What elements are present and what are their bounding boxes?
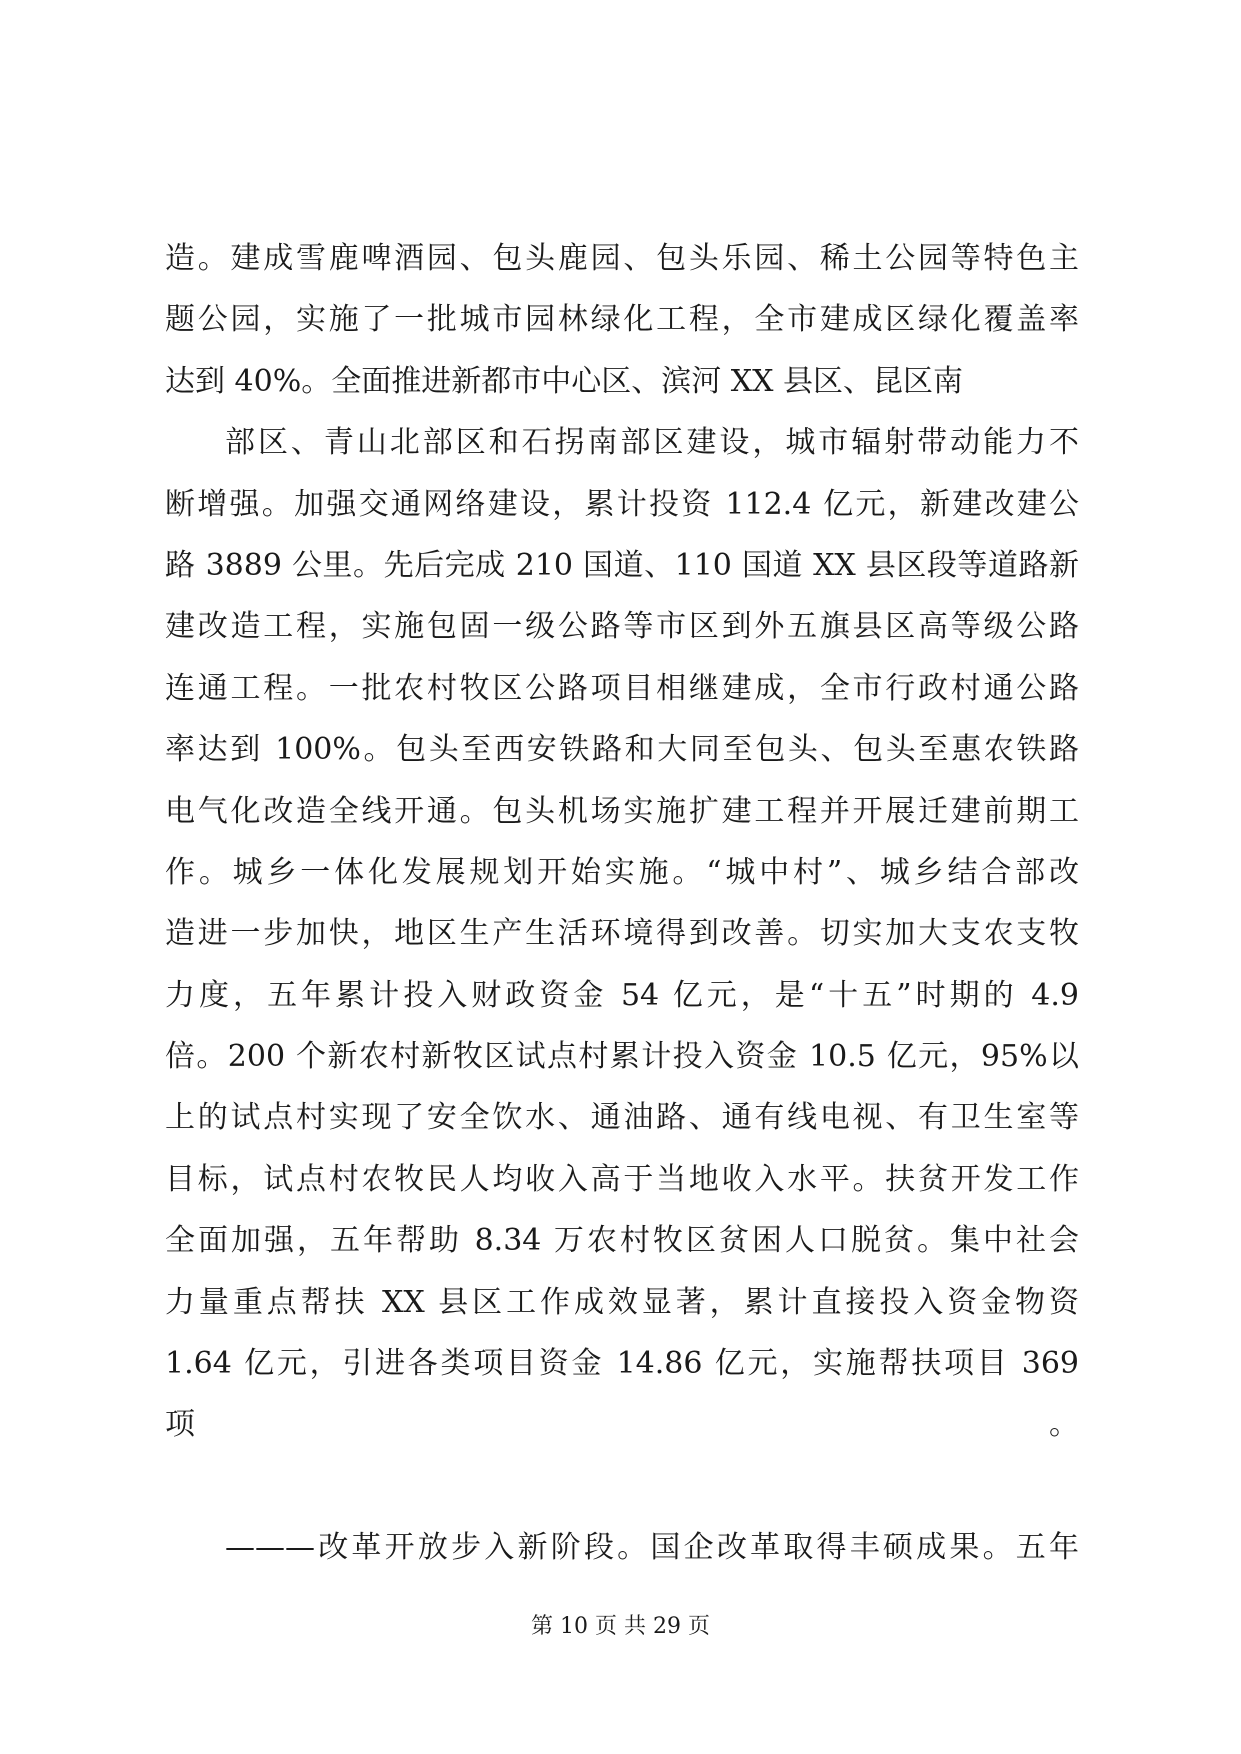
text-line: 作。城乡一体化发展规划开始实施。“城中村”、城乡结合部改 bbox=[165, 854, 1079, 890]
text-line: 力量重点帮扶 XX 县区工作成效显著，累计直接投入资金物资 bbox=[165, 1284, 1079, 1320]
page-number-footer: 第 10 页 共 29 页 bbox=[531, 1614, 710, 1639]
text-line: 倍。200 个新农村新牧区试点村累计投入资金 10.5 亿元，95%以 bbox=[165, 1039, 1079, 1075]
text-line: 1.64 亿元，引进各类项目资金 14.86 亿元，实施帮扶项目 369 bbox=[165, 1346, 1079, 1382]
text-line bbox=[165, 1456, 1079, 1517]
text-line: 路 3889 公里。先后完成 210 国道、110 国道 XX 县区段等道路新 bbox=[165, 547, 1079, 583]
paragraph bbox=[165, 228, 1079, 412]
text-line: 全面加强，五年帮助 8.34 万农村牧区贫困人口脱贫。集中社会 bbox=[165, 1223, 1079, 1259]
text-line: 部区、青山北部区和石拐南部区建设，城市辐射带动能力不 bbox=[225, 425, 1079, 461]
text-line: 达到 40%。全面推进新都市中心区、滨河 XX 县区、昆区南 bbox=[165, 363, 964, 399]
text-line: 项。 bbox=[165, 1407, 1079, 1443]
text-line: 目标，试点村农牧民人均收入高于当地收入水平。扶贫开发工作 bbox=[165, 1161, 1079, 1197]
text-line: 造进一步加快，地区生产生活环境得到改善。切实加大支农支牧 bbox=[165, 916, 1079, 952]
paragraph bbox=[165, 412, 1079, 1517]
text-line: 电气化改造全线开通。包头机场实施扩建工程并开展迁建前期工 bbox=[165, 793, 1079, 829]
text-line: 断增强。加强交通网络建设，累计投资 112.4 亿元，新建改建公 bbox=[165, 486, 1079, 522]
text-line: ———改革开放步入新阶段。国企改革取得丰硕成果。五年 bbox=[225, 1530, 1079, 1566]
text-line: 率达到 100%。包头至西安铁路和大同至包头、包头至惠农铁路 bbox=[165, 732, 1079, 768]
paragraph bbox=[165, 1517, 1079, 1578]
text-line: 造。建成雪鹿啤酒园、包头鹿园、包头乐园、稀土公园等特色主 bbox=[165, 241, 1079, 276]
text-line: 力度，五年累计投入财政资金 54 亿元，是“十五”时期的 4.9 bbox=[165, 977, 1079, 1013]
text-line: 上的试点村实现了安全饮水、通油路、通有线电视、有卫生室等 bbox=[165, 1100, 1079, 1136]
text-line: 连通工程。一批农村牧区公路项目相继建成，全市行政村通公路 bbox=[165, 670, 1079, 706]
text-line: 建改造工程，实施包固一级公路等市区到外五旗县区高等级公路 bbox=[165, 609, 1079, 645]
body-text bbox=[165, 228, 1079, 1579]
text-line: 题公园，实施了一批城市园林绿化工程，全市建成区绿化覆盖率 bbox=[165, 302, 1079, 338]
